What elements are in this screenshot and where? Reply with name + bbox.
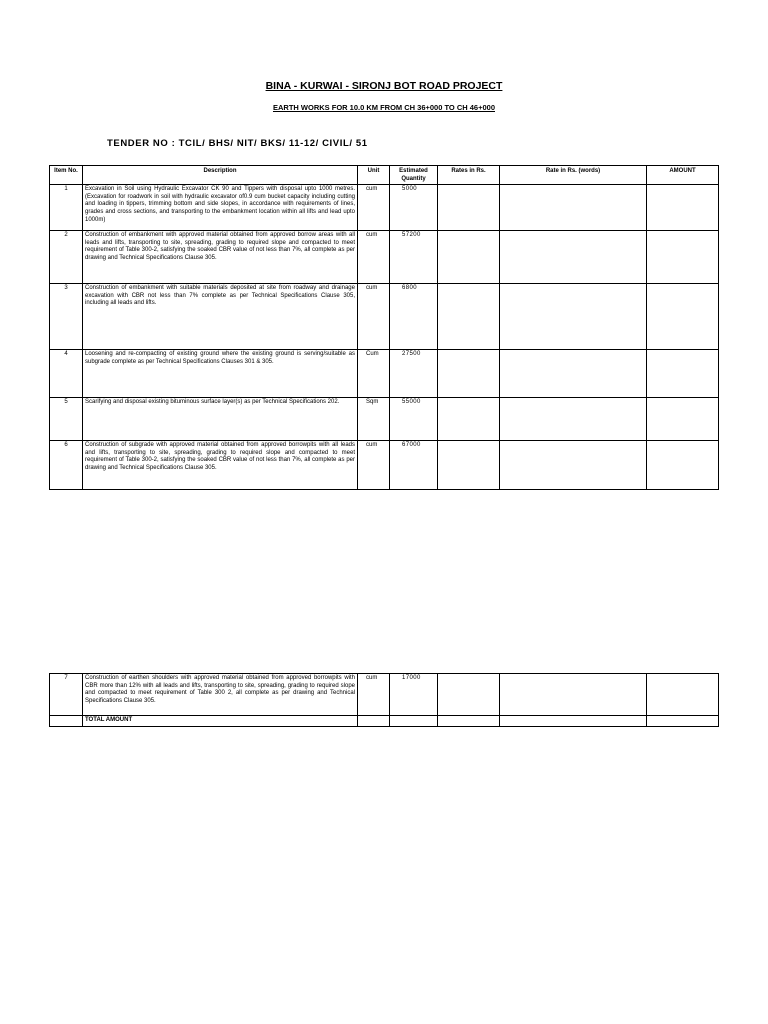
item-no: 2 [50, 231, 83, 284]
col-header-item-no: Item No. [50, 166, 83, 185]
item-unit: cum [358, 185, 390, 231]
boq-table [49, 165, 719, 490]
total-unit-cell [358, 716, 390, 727]
rate-cell [438, 350, 500, 398]
col-header-estimated-quantity: Estimated Quantity [390, 166, 438, 185]
tender-number: TENDER NO : TCIL/ BHS/ NIT/ BKS/ 11-12/ CIVIL/ 51 [107, 138, 368, 149]
col-header-unit: Unit [358, 166, 390, 185]
item-unit: Cum [358, 350, 390, 398]
table-header-row [50, 166, 719, 185]
item-description: Scarifying and disposal existing bituminous surface layer(s) as per Technical Specifications 202. [83, 398, 358, 441]
rate-words-cell [500, 398, 647, 441]
rate-cell [438, 398, 500, 441]
rate-words-cell [500, 284, 647, 350]
amount-cell [647, 441, 719, 490]
item-quantity: 57200 [390, 231, 438, 284]
rate-words-cell [500, 674, 647, 716]
rate-words-cell [500, 350, 647, 398]
item-no: 3 [50, 284, 83, 350]
item-unit: cum [358, 674, 390, 716]
project-title: BINA - KURWAI - SIRONJ BOT ROAD PROJECT [265, 80, 503, 92]
total-rate-cell [438, 716, 500, 727]
item-description: Construction of earthen shoulders with approved material obtained from approved borrowpits with CBR more than 12% with all leads and lifts, transporting to site, spreading, grading to required slope and compacted to meet requirement of Table 300 2, all complete as per drawing and Technical Specifications Clause 305. [83, 674, 358, 716]
total-row [50, 716, 719, 727]
amount-cell [647, 231, 719, 284]
table-row [50, 441, 719, 490]
amount-cell [647, 284, 719, 350]
item-quantity: 17000 [390, 674, 438, 716]
rate-cell [438, 231, 500, 284]
amount-cell [647, 398, 719, 441]
item-description: Construction of embankment with suitable materials deposited at site from roadway and drainage excavation with CBR not less than 7% complete as per Technical Specifications Clause 305, including all leads and lifts. [83, 284, 358, 350]
col-header-rates: Rates in Rs. [438, 166, 500, 185]
col-header-rate-words: Rate in Rs. (words) [500, 166, 647, 185]
item-unit: Sqm [358, 398, 390, 441]
item-unit: cum [358, 441, 390, 490]
amount-cell [647, 185, 719, 231]
item-quantity: 5000 [390, 185, 438, 231]
rate-cell [438, 441, 500, 490]
total-amount-cell [647, 716, 719, 727]
item-no: 5 [50, 398, 83, 441]
item-description: Construction of subgrade with approved material obtained from approved borrowpits with all leads and lifts, transporting to site, spreading, grading to required slope and compacted to meet requirement of Table 300-2, satisfying the soaked CBR value of not less than 7%, all complete as per drawing and Technical Specifications Clause 305. [83, 441, 358, 490]
boq-table-continued [49, 673, 719, 727]
table-row [50, 674, 719, 716]
table-row [50, 284, 719, 350]
item-unit: cum [358, 284, 390, 350]
item-quantity: 6800 [390, 284, 438, 350]
item-quantity: 55000 [390, 398, 438, 441]
item-no: 4 [50, 350, 83, 398]
amount-cell [647, 350, 719, 398]
total-amount-label: TOTAL AMOUNT [83, 716, 358, 727]
rate-cell [438, 185, 500, 231]
rate-cell [438, 284, 500, 350]
item-description: Construction of embankment with approved material obtained from approved borrow areas with all leads and lifts, transporting to site, spreading, grading to required slope and compacted to meet requirement of Table 300-2, satisfying the soaked CBR value of not less than 7%, all complete as per drawing and Technical Specifications Clause 305. [83, 231, 358, 284]
rate-words-cell [500, 185, 647, 231]
col-header-description: Description [83, 166, 358, 185]
rate-words-cell [500, 231, 647, 284]
table-row [50, 350, 719, 398]
amount-cell [647, 674, 719, 716]
table-row [50, 185, 719, 231]
rate-words-cell [500, 441, 647, 490]
item-unit: cum [358, 231, 390, 284]
table-row [50, 398, 719, 441]
item-quantity: 67000 [390, 441, 438, 490]
item-description: Excavation in Soil using Hydraulic Excavator CK 90 and Tippers with disposal upto 1000 metres. (Excavation for roadwork in soil with hydraulic excavator of0.9 cum bucket capacity including cutting and loading in tippers, trimming bottom and side slopes, in accordance with requirements of lines, grades and cross sections, and transporting to the embankment location within all lifts and lead upto 1000m) [83, 185, 358, 231]
col-header-amount: AMOUNT [647, 166, 719, 185]
total-qty-cell [390, 716, 438, 727]
item-quantity: 27500 [390, 350, 438, 398]
total-rate-words-cell [500, 716, 647, 727]
works-subtitle: EARTH WORKS FOR 10.0 KM FROM CH 36+000 TO CH 46+000 [272, 103, 495, 112]
total-item-cell [50, 716, 83, 727]
item-no: 6 [50, 441, 83, 490]
item-description: Loosening and re-compacting of existing ground where the existing ground is serving/suitable as subgrade complete as per Technical Specifications Clauses 301 & 305. [83, 350, 358, 398]
rate-cell [438, 674, 500, 716]
item-no: 7 [50, 674, 83, 716]
table-row [50, 231, 719, 284]
item-no: 1 [50, 185, 83, 231]
